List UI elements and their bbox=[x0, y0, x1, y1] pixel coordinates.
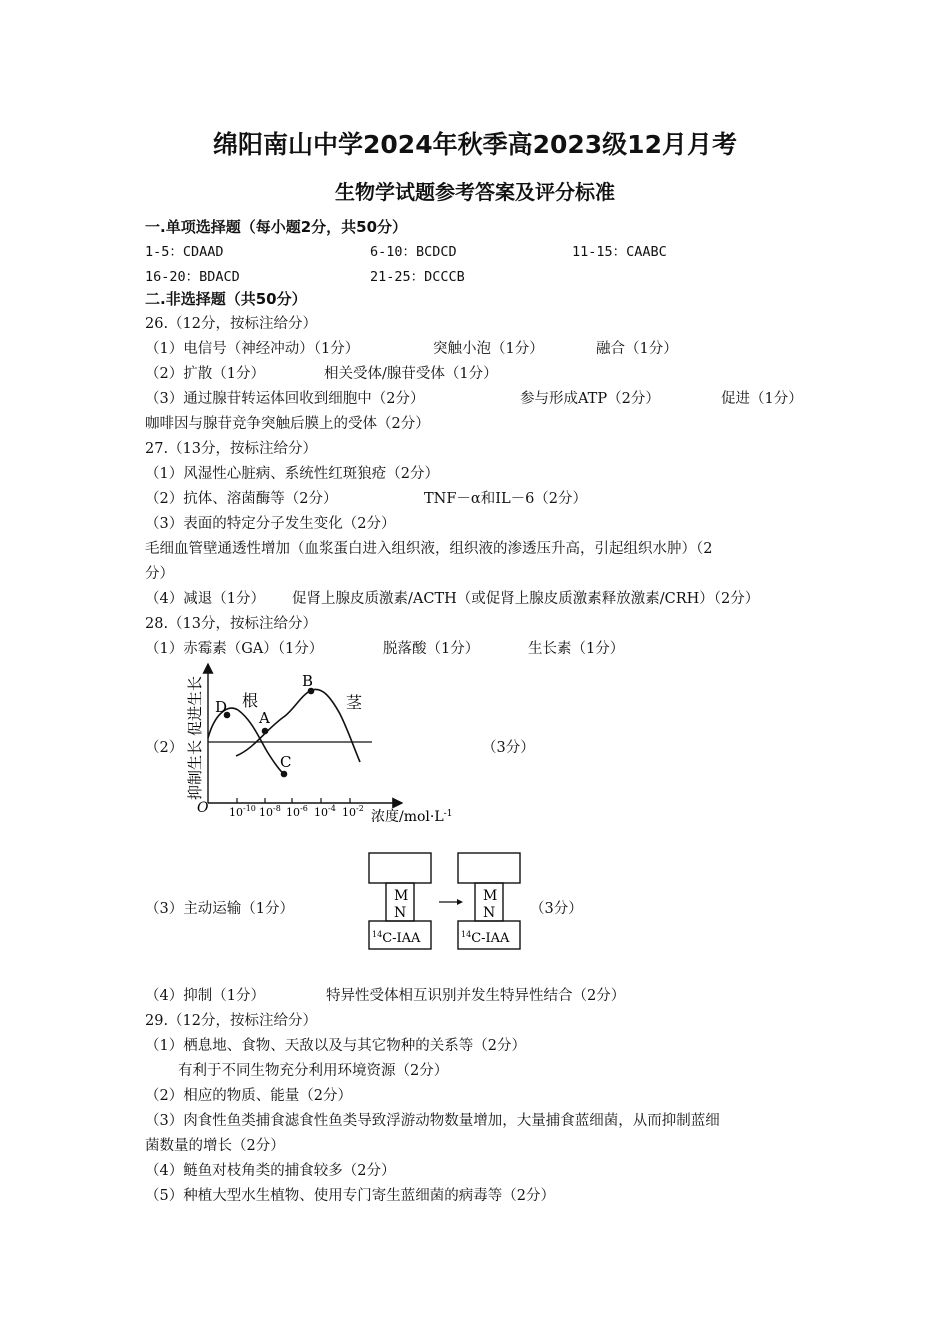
q29-head: 29.（12分，按标注给分） bbox=[145, 1013, 318, 1029]
q27-4a: 毛细血管壁通透性增加（血浆蛋白进入组织液，组织液的渗透压升高，引起组织水肿）（2 bbox=[145, 541, 713, 557]
q26-3c: 促进（1分） bbox=[721, 391, 803, 407]
label-a: A bbox=[259, 709, 270, 727]
q27-2a: （2）抗体、溶菌酶等（2分） bbox=[145, 491, 338, 507]
label-m-left: M bbox=[394, 888, 409, 904]
q28-2-score: （3分） bbox=[482, 740, 535, 756]
part2-heading: 二.非选择题（共50分） bbox=[145, 290, 307, 308]
q27-1: （1）风湿性心脏病、系统性红斑狼疮（2分） bbox=[145, 466, 439, 482]
q26-1c: 融合（1分） bbox=[596, 341, 678, 357]
q27-head: 27.（13分，按标注给分） bbox=[145, 441, 318, 457]
tick-label: $10^{-8}$ bbox=[259, 804, 281, 819]
q27-5b: 促肾上腺皮质激素/ACTH（或促肾上腺皮质激素释放激素/CRH）（2分） bbox=[292, 591, 760, 607]
q27-3: （3）表面的特定分子发生变化（2分） bbox=[145, 516, 396, 532]
label-m-right: M bbox=[483, 888, 498, 904]
tick-label: $10^{-6}$ bbox=[286, 804, 308, 819]
answer-1-5: 1-5：CDAAD bbox=[145, 244, 224, 260]
q27-4b: 分） bbox=[145, 566, 174, 582]
q28-3-prefix: （3）主动运输（1分） bbox=[145, 901, 294, 917]
upper-agar-block-right bbox=[458, 853, 520, 883]
q28-1a: （1）赤霉素（GA）（1分） bbox=[145, 641, 324, 657]
origin-label: O bbox=[197, 800, 209, 816]
q28-1c: 生长素（1分） bbox=[528, 641, 625, 657]
q26-1a: （1）电信号（神经冲动）（1分） bbox=[145, 341, 360, 357]
q29-1b: 有利于不同生物充分利用环境资源（2分） bbox=[178, 1063, 449, 1079]
answer-16-20: 16-20：BDACD bbox=[145, 269, 240, 285]
q27-5a: （4）减退（1分） bbox=[145, 591, 265, 607]
page-title: 绵阳南山中学2024年秋季高2023级12月月考 bbox=[213, 130, 737, 159]
y-label-promote: 促进生长 bbox=[186, 675, 204, 736]
tick-label: $10^{-2}$ bbox=[342, 804, 364, 819]
answer-11-15: 11-15：CAABC bbox=[572, 244, 667, 260]
label-n-left: N bbox=[394, 905, 407, 921]
q26-4: 咖啡因与腺苷竞争突触后膜上的受体（2分） bbox=[145, 416, 430, 432]
label-n-right: N bbox=[483, 905, 496, 921]
label-root: 根 bbox=[242, 691, 259, 710]
point-a bbox=[262, 728, 269, 735]
part1-heading: 一.单项选择题（每小题2分，共50分） bbox=[145, 218, 408, 236]
q26-3a: （3）通过腺苷转运体回收到细胞中（2分） bbox=[145, 391, 425, 407]
upper-agar-block-left bbox=[369, 853, 431, 883]
q28-3-score: （3分） bbox=[530, 901, 583, 917]
q28-4a: （4）抑制（1分） bbox=[145, 988, 265, 1004]
label-b: B bbox=[302, 672, 314, 690]
auxin-concentration-graph bbox=[180, 658, 480, 828]
label-d: D bbox=[215, 698, 228, 716]
q29-3a: （3）肉食性鱼类捕食滤食性鱼类导致浮游动物数量增加，大量捕食蓝细菌，从而抑制蓝细 bbox=[145, 1113, 720, 1129]
answer-21-25: 21-25：DCCCB bbox=[370, 269, 465, 285]
iaa-label-left: $^{14}$C-IAA bbox=[372, 930, 421, 946]
answer-6-10: 6-10：BCDCD bbox=[370, 244, 457, 260]
q26-2b: 相关受体/腺苷受体（1分） bbox=[324, 366, 498, 382]
point-c bbox=[281, 771, 288, 778]
q26-3b: 参与形成ATP（2分） bbox=[520, 391, 660, 407]
tick-label: $10^{-4}$ bbox=[314, 804, 336, 819]
root-curve bbox=[208, 708, 284, 774]
label-stem: 茎 bbox=[346, 693, 363, 712]
page-subtitle: 生物学试题参考答案及评分标准 bbox=[335, 180, 615, 204]
q28-head: 28.（13分，按标注给分） bbox=[145, 616, 318, 632]
q28-2-prefix: （2） bbox=[145, 740, 184, 756]
label-c: C bbox=[280, 753, 292, 771]
q26-1b: 突触小泡（1分） bbox=[433, 341, 544, 357]
q29-2: （2）相应的物质、能量（2分） bbox=[145, 1088, 352, 1104]
q28-4b: 特异性受体相互识别并发生特异性结合（2分） bbox=[326, 988, 626, 1004]
q29-3b: 菌数量的增长（2分） bbox=[145, 1138, 285, 1154]
tick-label: $10^{-10}$ bbox=[229, 804, 256, 819]
y-label-inhibit: 抑制生长 bbox=[186, 739, 204, 800]
q26-head: 26.（12分，按标注给分） bbox=[145, 316, 318, 332]
x-axis-label: 浓度$/mol\cdot L^{-1}$ bbox=[371, 809, 453, 825]
q26-2a: （2）扩散（1分） bbox=[145, 366, 265, 382]
q29-1: （1）栖息地、食物、天敌以及与其它物种的关系等（2分） bbox=[145, 1038, 526, 1054]
iaa-label-right: $^{14}$C-IAA bbox=[461, 930, 510, 946]
iaa-transport-diagram bbox=[362, 848, 532, 958]
q29-4: （4）鲢鱼对枝角类的捕食较多（2分） bbox=[145, 1163, 396, 1179]
q27-2b: TNF－α和IL－6（2分） bbox=[424, 491, 588, 507]
q29-5: （5）种植大型水生植物、使用专门寄生蓝细菌的病毒等（2分） bbox=[145, 1188, 555, 1204]
arrow-head-icon bbox=[457, 899, 463, 905]
q28-1b: 脱落酸（1分） bbox=[383, 641, 480, 657]
